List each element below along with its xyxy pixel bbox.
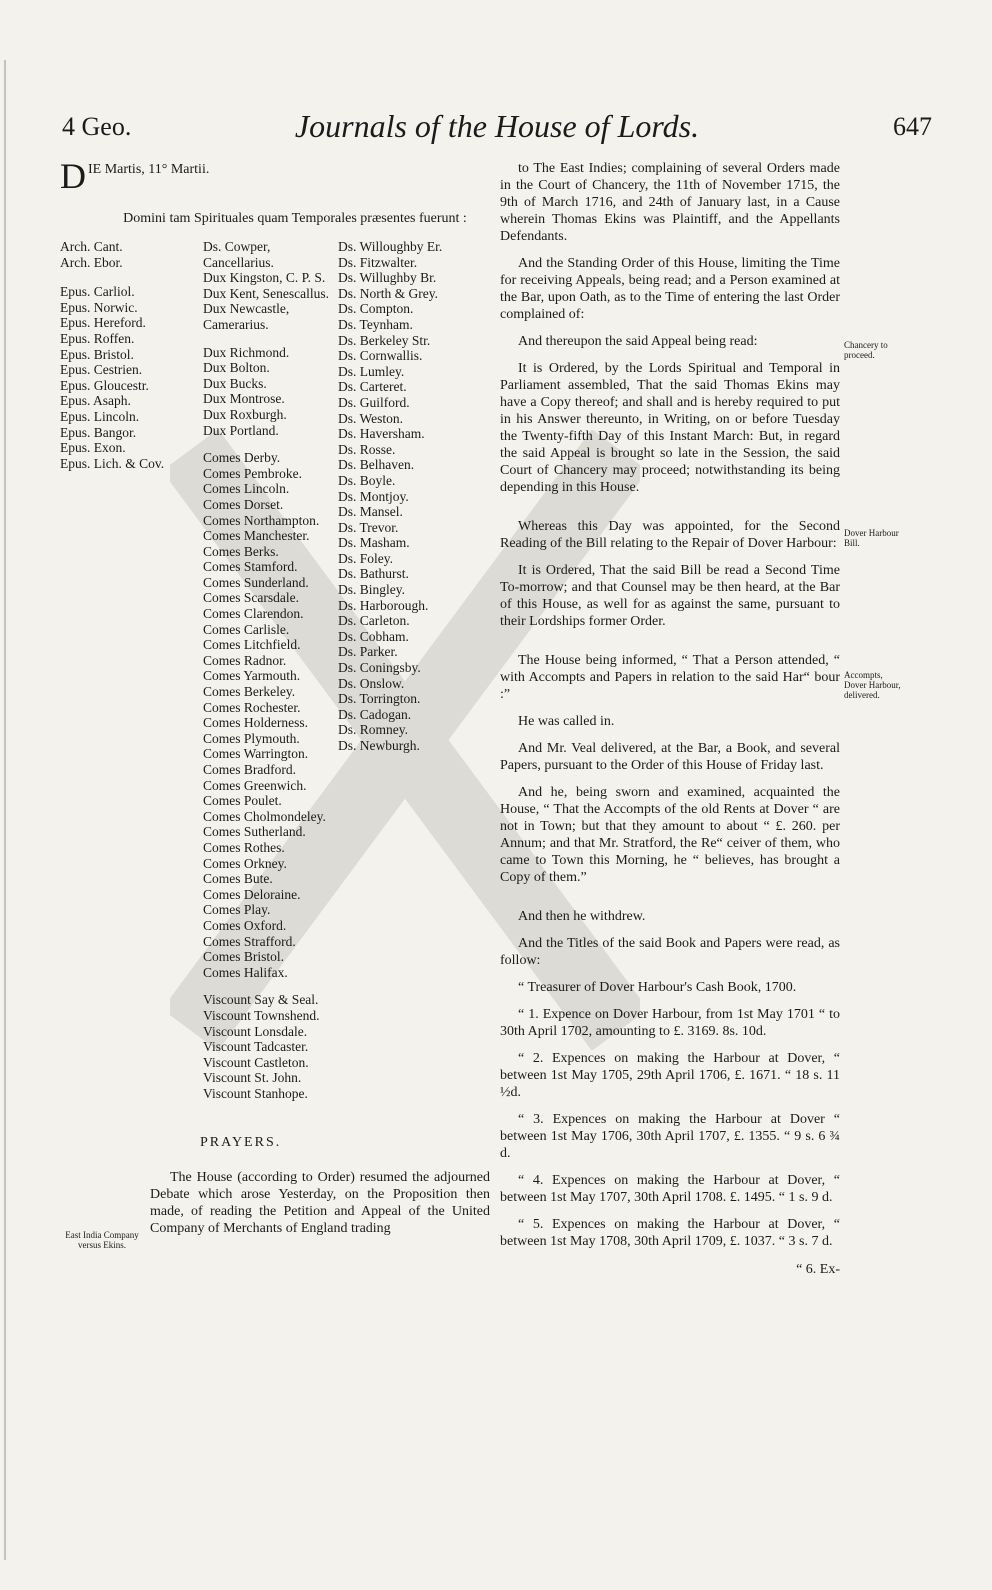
binding-edge bbox=[4, 60, 20, 1560]
spiritual-lord-entry: Epus. Lincoln. bbox=[60, 408, 140, 424]
temporal-lord-entry: Comes Dorset. bbox=[203, 496, 284, 512]
spiritual-lord-entry: Epus. Hereford. bbox=[60, 315, 146, 331]
spiritual-lord-entry: Arch. Ebor. bbox=[60, 254, 123, 270]
baron-entry: Ds. Trevor. bbox=[338, 519, 399, 535]
baron-entry: Ds. North & Grey. bbox=[338, 285, 438, 301]
temporal-lord-entry: Comes Northampton. bbox=[203, 512, 320, 528]
baron-entry: Ds. Teynham. bbox=[338, 316, 413, 332]
dukes-earls-viscounts-list bbox=[203, 239, 343, 1101]
baron-entry: Ds. Bathurst. bbox=[338, 566, 409, 582]
temporal-lord-entry: Comes Rochester. bbox=[203, 699, 301, 715]
proceedings-paragraph: The House being informed, “ That a Person attended, “ with Accompts and Papers in relation to the said Har“ bour :” bbox=[500, 653, 840, 702]
baron-entry: Ds. Harborough. bbox=[338, 597, 429, 613]
baron-entry: Ds. Romney. bbox=[338, 722, 408, 738]
baron-entry: Ds. Lumley. bbox=[338, 363, 405, 379]
temporal-lord-entry: Comes Play. bbox=[203, 902, 271, 918]
temporal-lord-entry: Comes Manchester. bbox=[203, 528, 310, 544]
temporal-lord-entry: Comes Bristol. bbox=[203, 949, 285, 965]
temporal-lord-entry: Ds. Cowper, Cancellarius. bbox=[203, 239, 274, 270]
spiritual-lord-entry: Epus. Lich. & Cov. bbox=[60, 455, 165, 471]
proceedings-paragraph: “ 4. Expences on making the Harbour at Dover, “ between 1st May 1707, 30th April 1708. £. 1495. “ 1 s. 9 d. bbox=[500, 1173, 840, 1205]
proceedings-paragraph: “ Treasurer of Dover Harbour's Cash Book, 1700. bbox=[518, 980, 797, 995]
proceedings-paragraph: And then he withdrew. bbox=[518, 909, 646, 924]
right-column bbox=[500, 160, 840, 1277]
proceedings-paragraph: And Mr. Veal delivered, at the Bar, a Book, and several Papers, pursuant to the Order of this House of Friday last. bbox=[500, 741, 840, 773]
proceedings-paragraph: “ 5. Expences on making the Harbour at Dover, “ between 1st May 1708, 30th April 1709, £. 1037. “ 3 s. 7 d. bbox=[500, 1217, 840, 1249]
margin-note-chancery: Chancery to proceed. bbox=[844, 340, 888, 360]
baron-entry: Ds. Newburgh. bbox=[338, 738, 420, 753]
spiritual-lord-entry: Arch. Cant. bbox=[60, 239, 123, 254]
page-number: 647 bbox=[893, 112, 932, 141]
attendance-lists bbox=[60, 239, 490, 1099]
spiritual-lord-entry: Epus. Carliol. bbox=[60, 284, 135, 300]
temporal-lord-entry: Dux Newcastle, Camerarius. bbox=[203, 301, 290, 332]
baron-entry: Ds. Willughby Br. bbox=[338, 270, 437, 286]
temporal-lord-entry: Comes Litchfield. bbox=[203, 637, 301, 653]
temporal-lord-entry: Comes Poulet. bbox=[203, 793, 282, 809]
temporal-lord-entry: Viscount Tadcaster. bbox=[203, 1039, 309, 1055]
spiritual-lord-entry: Epus. Bangor. bbox=[60, 424, 137, 440]
temporal-lord-entry: Viscount St. John. bbox=[203, 1070, 302, 1086]
temporal-lord-entry: Comes Holderness. bbox=[203, 715, 308, 731]
temporal-lord-entry: Viscount Townshend. bbox=[203, 1007, 320, 1023]
temporal-lord-entry: Dux Montrose. bbox=[203, 391, 285, 407]
baron-entry: Ds. Fitzwalter. bbox=[338, 254, 418, 270]
spiritual-lord-entry: Epus. Cestrien. bbox=[60, 362, 143, 378]
temporal-lord-entry: Dux Bolton. bbox=[203, 360, 270, 376]
baron-entry: Ds. Cobham. bbox=[338, 628, 409, 644]
temporal-lord-entry: Comes Warrington. bbox=[203, 746, 309, 762]
baron-entry: Ds. Montjoy. bbox=[338, 488, 409, 504]
baron-entry: Ds. Parker. bbox=[338, 644, 398, 660]
proceedings-paragraph: And he, being sworn and examined, acquainted the House, “ That the Accompts of the old Rents at Dover “ are not in Town; but that they amount to about “ £. 260. per Annum; and that Mr. Stratford, the Re“ ceiver of them, who came to Town this Morning, he “ believes, has brought a Copy of them.” bbox=[500, 785, 840, 885]
temporal-lord-entry: Viscount Stanhope. bbox=[203, 1085, 308, 1101]
temporal-lord-entry: Viscount Say & Seal. bbox=[203, 992, 319, 1008]
temporal-lord-entry: Viscount Lonsdale. bbox=[203, 1023, 308, 1039]
baron-entry: Ds. Rosse. bbox=[338, 441, 396, 457]
list-gap bbox=[60, 270, 195, 284]
baron-entry: Ds. Mansel. bbox=[338, 504, 403, 520]
spiritual-lord-entry: Epus. Gloucestr. bbox=[60, 377, 149, 393]
temporal-lord-entry: Comes Orkney. bbox=[203, 855, 287, 871]
left-column bbox=[60, 156, 490, 1237]
temporal-lord-entry: Comes Derby. bbox=[203, 450, 281, 466]
temporal-lord-entry: Comes Strafford. bbox=[203, 933, 296, 949]
prayers-heading: PRAYERS. bbox=[200, 1135, 282, 1150]
proceedings-paragraph: Whereas this Day was appointed, for the Second Reading of the Bill relating to the Repair of Dover Harbour: bbox=[500, 519, 840, 551]
running-header bbox=[62, 108, 932, 148]
debate-paragraph: The House (according to Order) resumed the adjourned Debate which arose Yesterday, on the Proposition then made, of reading the Petition and Appeal of the United Company of Merchants of England trading bbox=[150, 1170, 490, 1236]
baron-entry: Ds. Boyle. bbox=[338, 472, 396, 488]
margin-note-accompts: Accompts, Dover Harbour, delivered. bbox=[844, 670, 901, 700]
temporal-lord-entry: Comes Yarmouth. bbox=[203, 668, 301, 684]
temporal-lord-entry: Comes Berkeley. bbox=[203, 684, 296, 700]
temporal-lord-entry: Comes Bradford. bbox=[203, 762, 296, 777]
baron-entry: Ds. Carleton. bbox=[338, 613, 410, 629]
catchword: “ 6. Ex- bbox=[796, 1262, 840, 1277]
temporal-lord-entry: Dux Kent, Senescallus. bbox=[203, 285, 329, 301]
temporal-lord-entry: Comes Sutherland. bbox=[203, 824, 306, 840]
proceedings-paragraph: “ 1. Expence on Dover Harbour, from 1st May 1701 “ to 30th April 1702, amounting to £. 3169. 8s. 10d. bbox=[500, 1007, 840, 1039]
sitting-date bbox=[60, 156, 490, 196]
proceedings-paragraph: to The East Indies; complaining of several Orders made in the Court of Chancery, the 11th of November 1715, the 9th of March 1716, and 24th of January last, in a Cause wherein Thomas Ekins was Plaintiff, and the Appellants Defendants. bbox=[500, 161, 840, 244]
temporal-lord-entry: Comes Bute. bbox=[203, 871, 273, 887]
temporal-lord-entry: Comes Oxford. bbox=[203, 917, 287, 933]
proceedings-paragraph: And thereupon the said Appeal being read: bbox=[518, 334, 758, 349]
temporal-lord-entry: Comes Lincoln. bbox=[203, 481, 290, 497]
spiritual-lords-list bbox=[60, 239, 195, 471]
temporal-lord-entry: Dux Bucks. bbox=[203, 375, 267, 391]
spiritual-lord-entry: Epus. Roffen. bbox=[60, 330, 135, 346]
baron-entry: Ds. Belhaven. bbox=[338, 457, 415, 473]
temporal-lord-entry: Comes Clarendon. bbox=[203, 606, 304, 622]
proceedings-paragraph: “ 3. Expences on making the Harbour at Dover “ between 1st May 1706, 30th April 1707, £. 1355. “ 9 s. 6 ¾ d. bbox=[500, 1112, 840, 1161]
baron-entry: Ds. Bingley. bbox=[338, 582, 405, 598]
journal-title: Journals of the House of Lords. bbox=[294, 108, 700, 144]
spiritual-lord-entry: Epus. Norwic. bbox=[60, 299, 138, 315]
baron-entry: Ds. Compton. bbox=[338, 301, 414, 317]
baron-entry: Ds. Berkeley Str. bbox=[338, 332, 431, 348]
temporal-lord-entry: Comes Cholmondeley. bbox=[203, 808, 326, 824]
baron-entry: Ds. Torrington. bbox=[338, 691, 421, 707]
temporal-lord-entry: Comes Berks. bbox=[203, 543, 279, 559]
proceedings-paragraph: And the Standing Order of this House, limiting the Time for receiving Appeals, being read; and a Person examined at the Bar, upon Oath, as to the Time of entering the last Order complained of: bbox=[500, 256, 840, 322]
baron-entry: Ds. Carteret. bbox=[338, 379, 407, 395]
temporal-lord-entry: Comes Rothes. bbox=[203, 839, 285, 855]
baron-entry: Ds. Cornwallis. bbox=[338, 348, 423, 364]
baron-entry: Ds. Coningsby. bbox=[338, 660, 421, 676]
temporal-lord-entry: Comes Scarsdale. bbox=[203, 590, 299, 606]
baron-entry: Ds. Weston. bbox=[338, 410, 404, 426]
spiritual-lord-entry: Epus. Asaph. bbox=[60, 393, 131, 409]
margin-note-east-india: East India Company versus Ekins. bbox=[65, 1230, 139, 1250]
baron-entry: Ds. Masham. bbox=[338, 535, 410, 551]
temporal-lord-entry: Dux Portland. bbox=[203, 422, 279, 438]
baron-entry: Ds. Guilford. bbox=[338, 394, 410, 410]
date-text: IE Martis, 11° Martii. bbox=[88, 162, 210, 177]
temporal-lord-entry: Comes Radnor. bbox=[203, 652, 287, 668]
temporal-lord-entry: Comes Carlisle. bbox=[203, 621, 290, 637]
temporal-lord-entry: Dux Roxburgh. bbox=[203, 406, 287, 422]
spiritual-lord-entry: Epus. Exon. bbox=[60, 440, 126, 456]
margin-note-dover-bill: Dover Harbour Bill. bbox=[844, 528, 899, 548]
proceedings-paragraph: He was called in. bbox=[518, 714, 615, 729]
temporal-lord-entry: Viscount Castleton. bbox=[203, 1054, 309, 1070]
temporal-lord-entry: Comes Sunderland. bbox=[203, 574, 309, 590]
baron-entry: Ds. Foley. bbox=[338, 550, 394, 566]
attendance-heading: Domini tam Spirituales quam Temporales præsentes fuerunt : bbox=[123, 211, 467, 226]
baron-entry: Ds. Onslow. bbox=[338, 675, 405, 691]
temporal-lord-entry: Comes Greenwich. bbox=[203, 777, 307, 793]
drop-cap: D bbox=[60, 156, 86, 196]
temporal-lord-entry: Comes Stamford. bbox=[203, 559, 298, 575]
barons-list bbox=[338, 239, 488, 754]
temporal-lord-entry: Comes Halifax. bbox=[203, 964, 288, 980]
proceedings-paragraph: It is Ordered, That the said Bill be read a Second Time To-morrow; and that Counsel may be then heard, at the Bar of this House, as well for as against the same, pursuant to their Lordships former Order. bbox=[500, 563, 840, 629]
baron-entry: Ds. Willoughby Er. bbox=[338, 239, 443, 254]
temporal-lord-entry: Dux Richmond. bbox=[203, 344, 290, 360]
temporal-lord-entry: Dux Kingston, C. P. S. bbox=[203, 270, 326, 286]
temporal-lord-entry: Comes Pembroke. bbox=[203, 465, 302, 481]
baron-entry: Ds. Haversham. bbox=[338, 426, 425, 442]
spiritual-lord-entry: Epus. Bristol. bbox=[60, 346, 134, 362]
temporal-lord-entry: Comes Plymouth. bbox=[203, 730, 300, 746]
proceedings-paragraph: “ 2. Expences on making the Harbour at Dover, “ between 1st May 1705, 29th April 1706, £. 1671. “ 18 s. 11 ½d. bbox=[500, 1051, 840, 1100]
regnal-year: 4 Geo. bbox=[62, 112, 132, 141]
proceedings-paragraph: It is Ordered, by the Lords Spiritual and Temporal in Parliament assembled, That the said Thomas Ekins may have a Copy thereof; and shall and is hereby required to put in his Answer thereunto, in Writing, on or before Tuesday the Twenty-fifth Day of this Instant March: But, in regard the said Appeal is brought so late in the Session, the said Court of Chancery may proceed; notwithstanding its being depending in this House. bbox=[500, 361, 840, 495]
baron-entry: Ds. Cadogan. bbox=[338, 706, 412, 722]
proceedings-paragraph: And the Titles of the said Book and Papers were read, as follow: bbox=[500, 936, 840, 968]
temporal-lord-entry: Comes Deloraine. bbox=[203, 886, 301, 902]
